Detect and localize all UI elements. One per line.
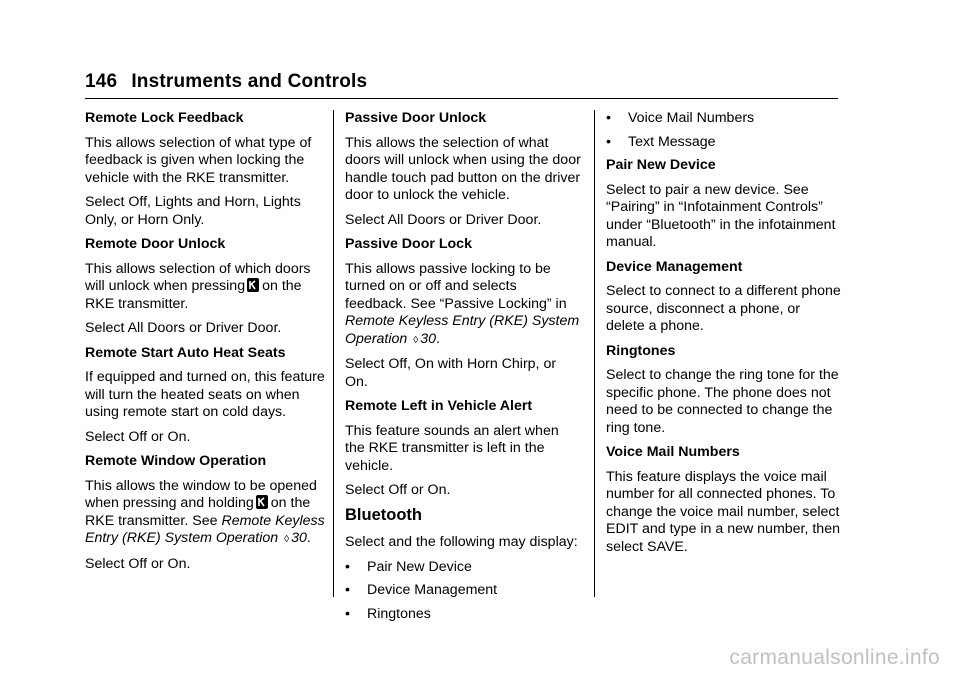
- column-divider: [594, 110, 595, 597]
- watermark: carmanualsonline.info: [729, 646, 940, 669]
- paragraph: Select and the following may display:: [345, 534, 578, 550]
- cross-reference-link[interactable]: Remote Keyless Entry (RKE) System Operation: [85, 512, 325, 546]
- paragraph: This feature sounds an alert when the RKE transmitter is left in the vehicle.: [345, 422, 559, 474]
- heading-remote-door-unlock: Remote Door Unlock: [85, 236, 226, 252]
- section-title: Instruments and Controls: [131, 71, 368, 92]
- bullet-icon: •: [606, 133, 611, 150]
- paragraph: Select to connect to a different phone source, disconnect a phone, or delete a phone.: [606, 283, 841, 334]
- column-right: [606, 110, 842, 563]
- paragraph: Select All Doors or Driver Door.: [85, 320, 282, 336]
- list-item: • Text Message: [606, 133, 716, 150]
- paragraph: Select Off, On with Horn Chirp, or On.: [345, 356, 557, 390]
- list-item: • Pair New Device: [345, 558, 472, 575]
- page-ref-icon: ◊: [413, 334, 419, 346]
- heading-voice-mail-numbers: Voice Mail Numbers: [606, 444, 740, 460]
- heading-ringtones: Ringtones: [606, 342, 676, 359]
- unlock-key-icon: [247, 278, 259, 292]
- heading-remote-start-auto-heat-seats: Remote Start Auto Heat Seats: [85, 344, 286, 361]
- bullet-icon: •: [345, 558, 350, 575]
- heading-device-management: Device Management: [606, 258, 743, 275]
- paragraph: Select Off or On.: [85, 428, 191, 445]
- unlock-key-icon: [256, 495, 268, 509]
- column-divider: [333, 110, 334, 597]
- bullet-icon: •: [345, 605, 350, 622]
- paragraph: This allows selection of what type of feedback is given when locking the vehicle with the RKE transmitter.: [85, 134, 312, 186]
- paragraph: This allows the selection of what doors will unlock when using the door handle touch pad button on the driver door to unlock the vehicle.: [345, 134, 581, 203]
- page-ref[interactable]: 30: [291, 530, 307, 546]
- list-item: • Ringtones: [345, 605, 431, 622]
- heading-remote-left-in-vehicle-alert: Remote Left in Vehicle Alert: [345, 398, 533, 414]
- page-number: 146: [85, 71, 118, 92]
- column-middle: [345, 110, 581, 629]
- header-rule: [85, 98, 838, 99]
- paragraph: This allows selection of which doors will unlock when pressing on the RKE transmitter.: [85, 260, 311, 312]
- heading-remote-lock-feedback: Remote Lock Feedback: [85, 110, 244, 126]
- page-ref-icon: ◊: [284, 534, 290, 545]
- heading-passive-door-unlock: Passive Door Unlock: [345, 110, 487, 126]
- heading-pair-new-device: Pair New Device: [606, 157, 716, 173]
- heading-bluetooth: Bluetooth: [345, 505, 422, 524]
- paragraph: This allows the window to be opened when pressing and holding on the RKE transmitter. See Remote Keyless Entry (RKE) System Operation ◊ 30.: [85, 478, 325, 549]
- paragraph: This feature displays the voice mail number for all connected phones. To change the voice mail number, select EDIT and type in a new number, then select SAVE.: [606, 468, 840, 555]
- list-item: • Device Management: [345, 582, 498, 598]
- paragraph: This allows passive locking to be turned on or off and selects feedback. See “Passive Locking” in Remote Keyless Entry (RKE) System Operation ◊ 30.: [345, 261, 581, 350]
- column-left: [85, 110, 325, 580]
- paragraph: If equipped and turned on, this feature will turn the heated seats on when using remote start on cold days.: [85, 369, 325, 420]
- paragraph: Select to pair a new device. See “Pairing” in “Infotainment Controls” under “Bluetooth” in the infotainment manual.: [606, 181, 836, 250]
- paragraph: Select All Doors or Driver Door.: [345, 211, 542, 228]
- paragraph: Select Off or On.: [85, 555, 191, 572]
- bullet-icon: •: [606, 110, 611, 126]
- paragraph: Select to change the ring tone for the specific phone. The phone does not need to be connected to change the ring tone.: [606, 367, 839, 436]
- page-header: [85, 71, 367, 93]
- cross-reference-link[interactable]: Remote Keyless Entry (RKE) System Operation: [345, 313, 580, 347]
- page-ref[interactable]: 30: [420, 330, 436, 347]
- bullet-icon: •: [345, 582, 350, 598]
- paragraph: Select Off, Lights and Horn, Lights Only, or Horn Only.: [85, 194, 301, 228]
- heading-passive-door-lock: Passive Door Lock: [345, 236, 472, 252]
- paragraph: Select Off or On.: [345, 482, 451, 498]
- list-item: • Voice Mail Numbers: [606, 110, 755, 126]
- heading-remote-window-operation: Remote Window Operation: [85, 453, 267, 469]
